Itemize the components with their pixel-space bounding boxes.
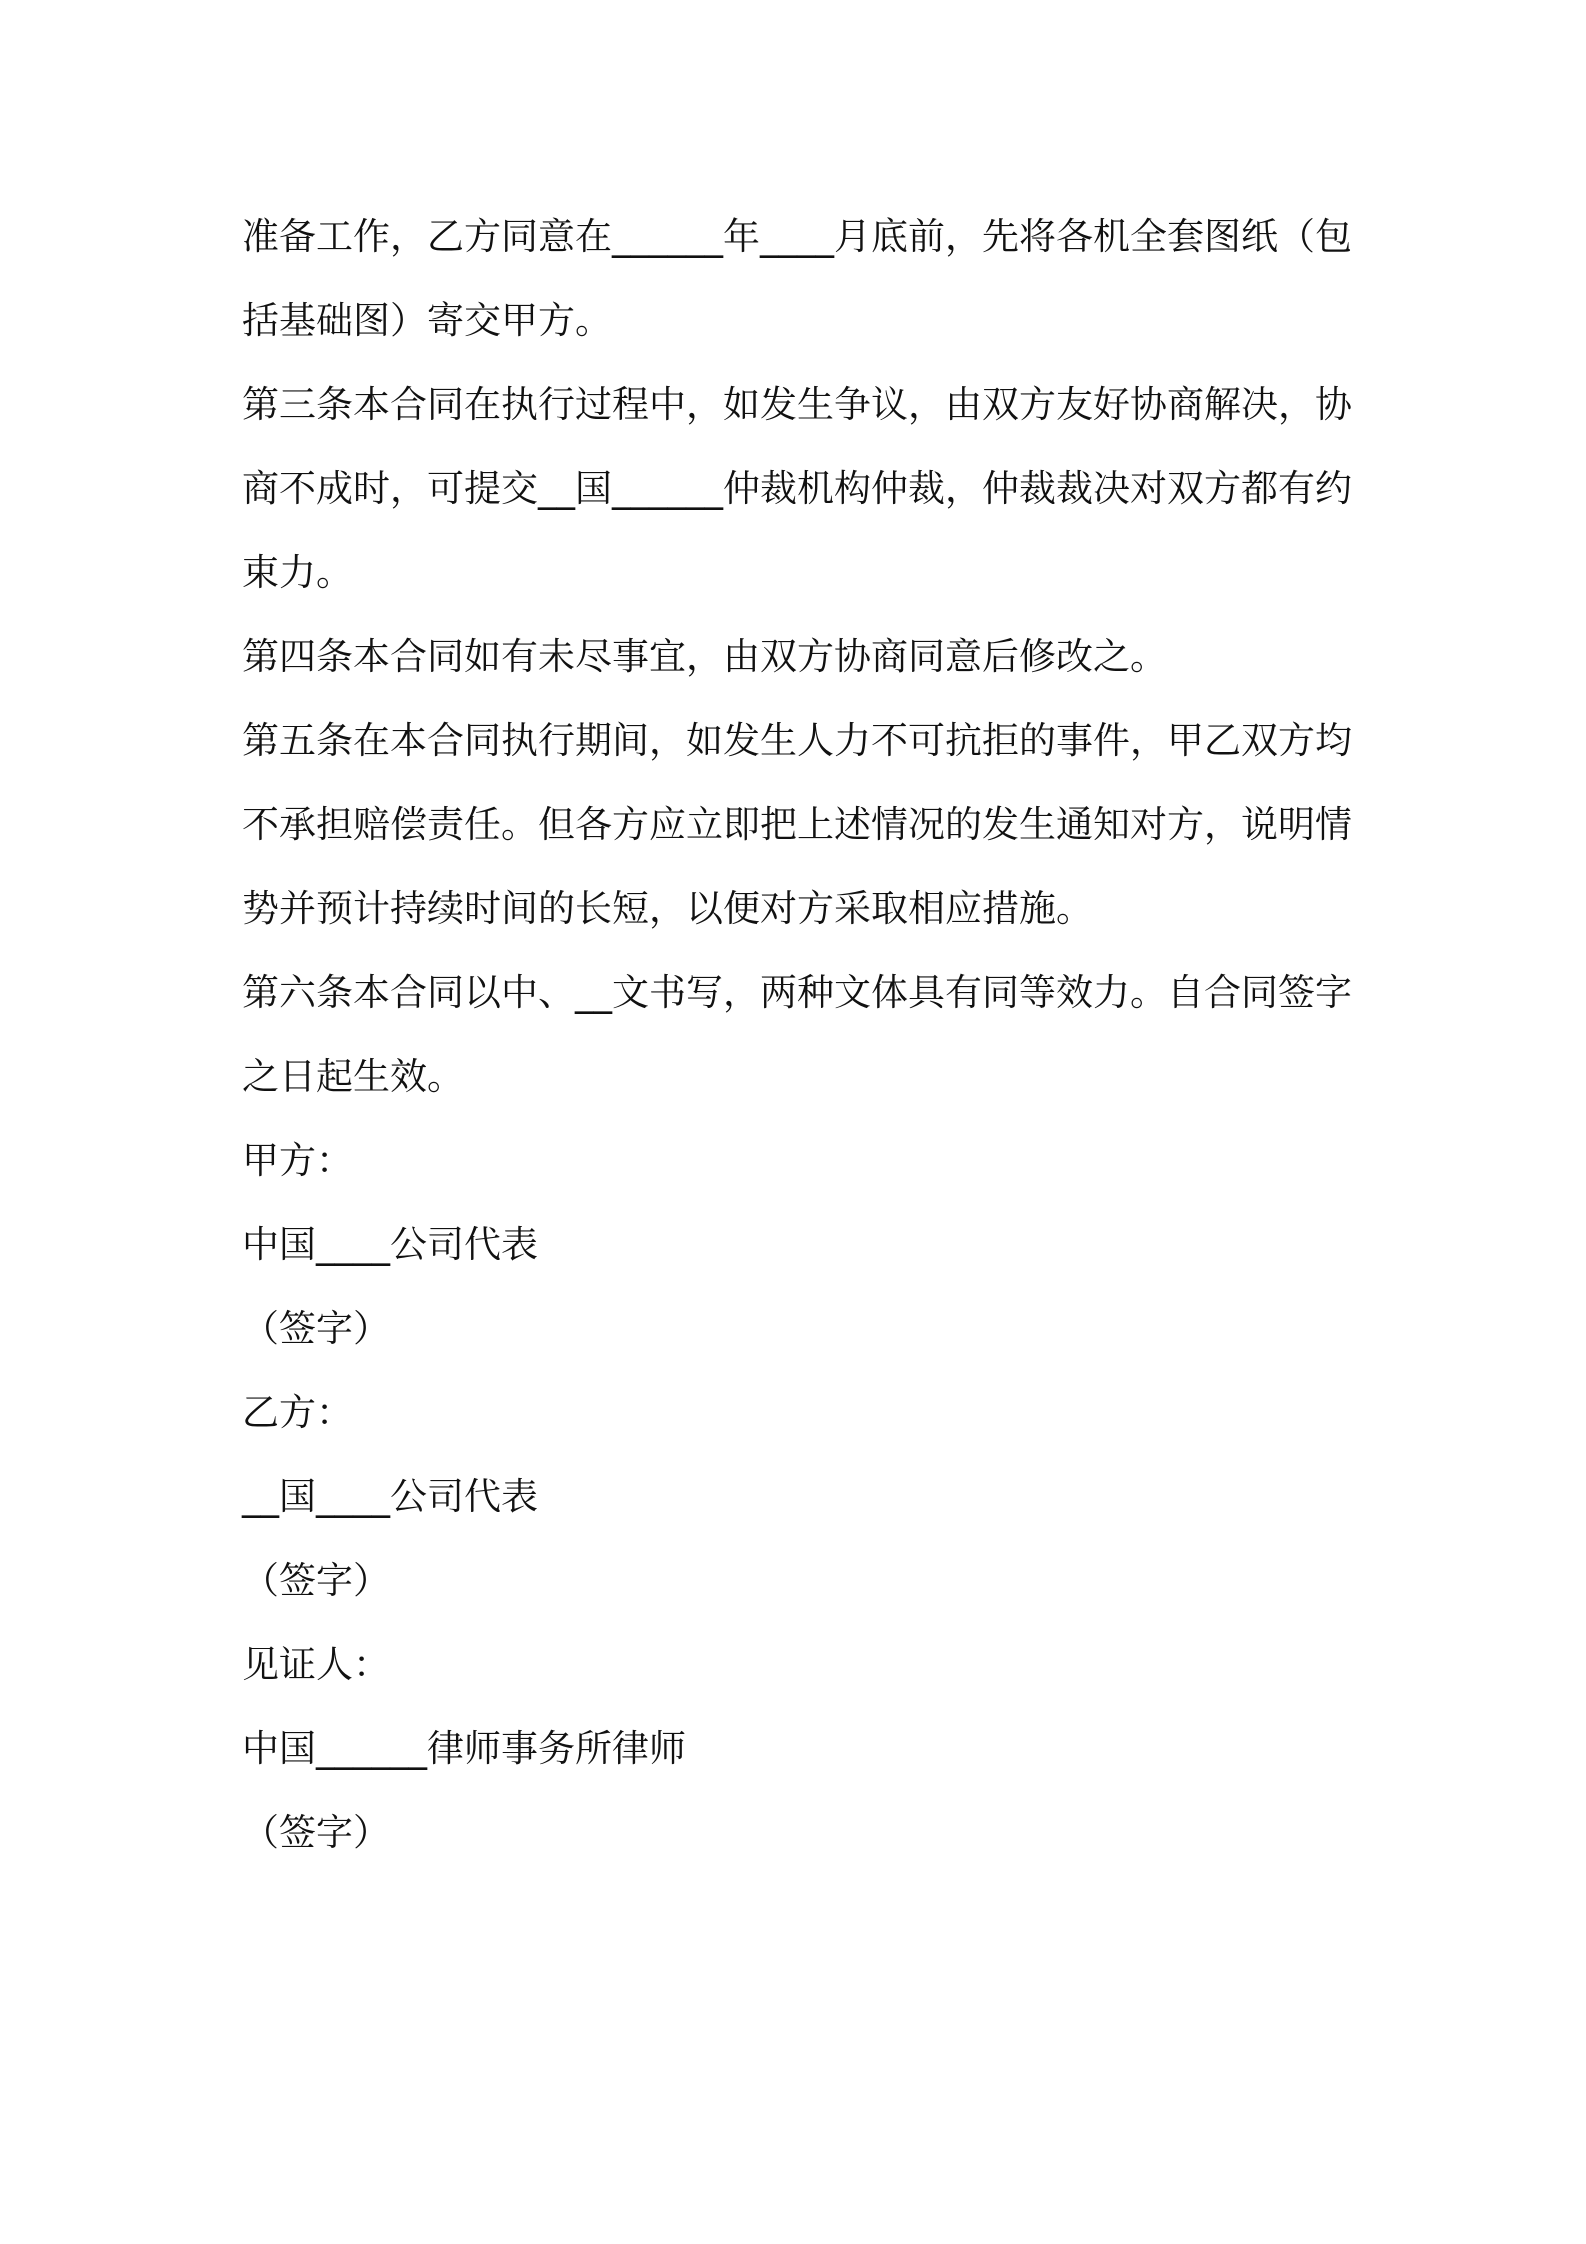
line-10: 第六条本合同以中、__文书写，两种文体具有同等效力。自合同签字 [242,971,1352,1014]
line-3: 第三条本合同在执行过程中，如发生争议，由双方友好协商解决，协 [242,383,1352,426]
line-1: 准备工作，乙方同意在______年____月底前，先将各机全套图纸（包 [242,215,1352,258]
line-14: （签字） [242,1307,390,1350]
line-17: （签字） [242,1559,390,1602]
line-8: 不承担赔偿责任。但各方应立即把上述情况的发生通知对方，说明情 [242,803,1352,846]
line-2: 括基础图）寄交甲方。 [242,299,612,342]
line-5: 束力。 [242,551,353,594]
line-20: （签字） [242,1811,390,1854]
line-13: 中国____公司代表 [242,1223,538,1266]
line-7: 第五条在本合同执行期间，如发生人力不可抗拒的事件，甲乙双方均 [242,719,1352,762]
line-19: 中国______律师事务所律师 [242,1727,686,1770]
line-11: 之日起生效。 [242,1055,464,1098]
line-18: 见证人： [242,1643,390,1686]
line-12: 甲方： [242,1139,353,1182]
line-6: 第四条本合同如有未尽事宜，由双方协商同意后修改之。 [242,635,1167,678]
line-4: 商不成时，可提交__国______仲裁机构仲裁，仲裁裁决对双方都有约 [242,467,1352,510]
line-15: 乙方： [242,1391,353,1434]
line-9: 势并预计持续时间的长短，以便对方采取相应措施。 [242,887,1093,930]
line-16: __国____公司代表 [242,1475,538,1518]
document-body [242,195,1360,1875]
